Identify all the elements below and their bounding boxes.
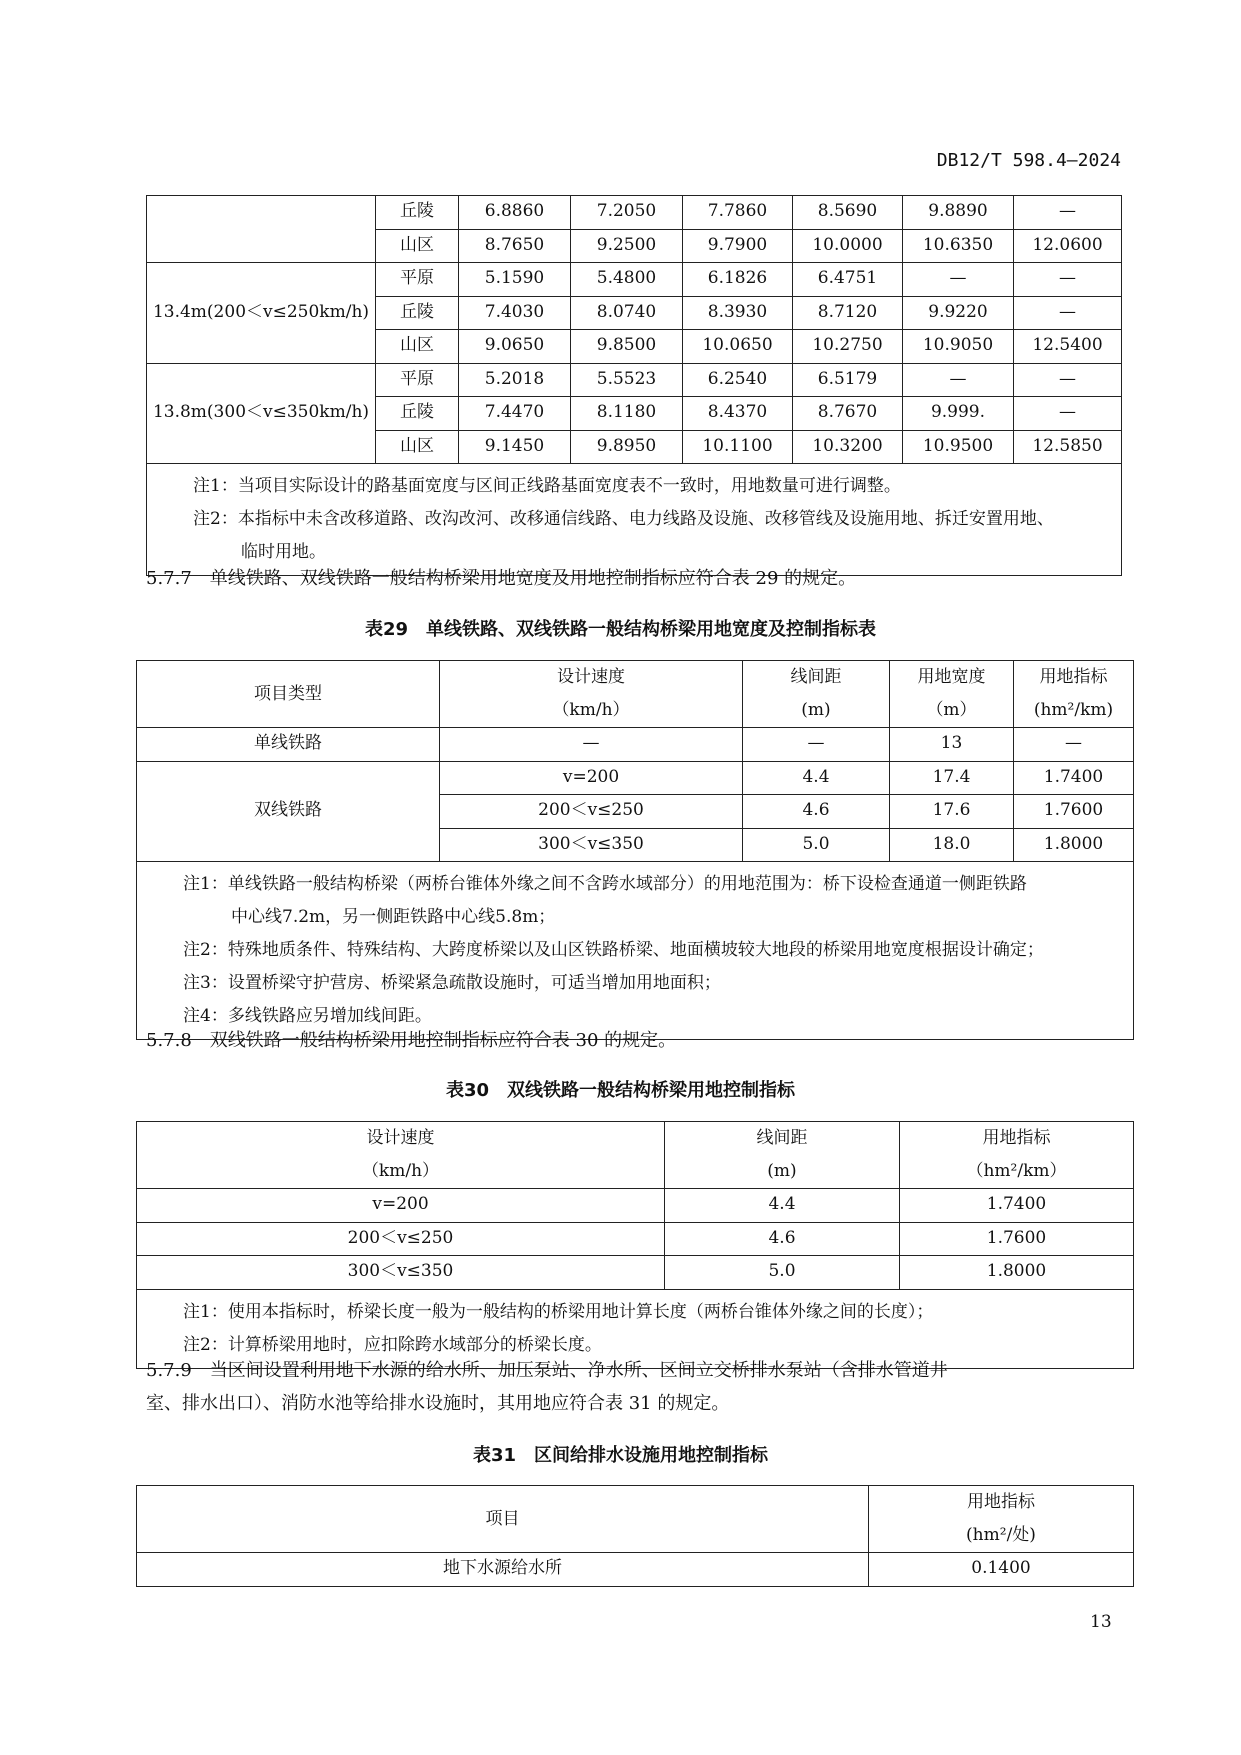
value-cell: 10.0650 — [683, 330, 793, 364]
value-cell: v=200 — [440, 761, 743, 795]
value-cell: 5.4800 — [571, 263, 683, 297]
value-cell: 10.6350 — [903, 229, 1014, 263]
value-cell: 5.2018 — [459, 363, 571, 397]
section-5-7-9-line-2: 室、排水出口）、消防水池等给排水设施时，其用地应符合表 31 的规定。 — [146, 1393, 730, 1414]
header-line: 设计速度 — [557, 667, 625, 687]
value-cell: 8.1180 — [571, 397, 683, 431]
terrain-cell: 山区 — [376, 330, 459, 364]
value-cell: 9.2500 — [571, 229, 683, 263]
terrain-cell: 平原 — [376, 363, 459, 397]
terrain-cell: 平原 — [376, 263, 459, 297]
value-cell: 6.1826 — [683, 263, 793, 297]
table-29 — [136, 660, 1134, 1040]
value-cell: 5.5523 — [571, 363, 683, 397]
value-cell: 8.0740 — [571, 296, 683, 330]
table-notes — [147, 464, 1122, 576]
table-row — [137, 761, 1134, 795]
column-header — [890, 661, 1014, 728]
value-cell: 10.9050 — [903, 330, 1014, 364]
value-cell: 8.7120 — [793, 296, 903, 330]
header-line: （km/h） — [361, 1161, 440, 1181]
table-notes — [137, 862, 1134, 1040]
value-cell: 8.4370 — [683, 397, 793, 431]
note-line: 注4：多线铁路应另增加线间距。 — [183, 1006, 432, 1026]
column-header — [440, 661, 743, 728]
value-cell: — — [1014, 263, 1122, 297]
value-cell: 7.4470 — [459, 397, 571, 431]
value-cell: 6.2540 — [683, 363, 793, 397]
header-line: (hm²/处) — [966, 1525, 1036, 1545]
column-header — [137, 1122, 665, 1189]
column-header — [137, 661, 440, 728]
value-cell: 7.4030 — [459, 296, 571, 330]
value-cell: 8.7670 — [793, 397, 903, 431]
table-row — [147, 464, 1122, 576]
note-line: 注2：特殊地质条件、特殊结构、大跨度桥梁以及山区铁路桥梁、地面横坡较大地段的桥梁用地宽度根据设计确定； — [183, 940, 1044, 960]
value-cell: 9.8890 — [903, 196, 1014, 230]
column-header — [1014, 661, 1134, 728]
section-5-7-9-line-1: 5.7.9 当区间设置利用地下水源的给水所、加压泵站、净水所、区间立交桥排水泵站（含排水管道井 — [146, 1360, 948, 1381]
value-cell: 9.8950 — [571, 430, 683, 464]
value-cell: 4.6 — [665, 1222, 900, 1256]
value-cell: — — [903, 363, 1014, 397]
value-cell: 9.999. — [903, 397, 1014, 431]
value-cell: 5.0 — [743, 828, 890, 862]
value-cell: — — [1014, 296, 1122, 330]
value-cell: 1.7400 — [900, 1189, 1134, 1223]
table-31-title: 表31 区间给排水设施用地控制指标 — [472, 1445, 769, 1466]
value-cell: 10.3200 — [793, 430, 903, 464]
value-cell: 300＜v≤350 — [137, 1256, 665, 1290]
value-cell: 300＜v≤350 — [440, 828, 743, 862]
table-31 — [136, 1485, 1134, 1587]
value-cell: 17.4 — [890, 761, 1014, 795]
value-cell: 5.0 — [665, 1256, 900, 1290]
section-5-7-8: 5.7.8 双线铁路一般结构桥梁用地控制指标应符合表 30 的规定。 — [146, 1030, 677, 1051]
value-cell: — — [1014, 397, 1122, 431]
terrain-cell: 丘陵 — [376, 296, 459, 330]
value-cell: 0.1400 — [869, 1553, 1134, 1587]
project-type-cell: 单线铁路 — [137, 728, 440, 762]
table-row — [147, 363, 1122, 397]
value-cell: 12.5850 — [1014, 430, 1122, 464]
header-line: 设计速度 — [366, 1128, 435, 1148]
note-line: 注1：使用本指标时，桥梁长度一般为一般结构的桥梁用地计算长度（两桥台锥体外缘之间的长度）； — [183, 1301, 934, 1322]
value-cell: 6.5179 — [793, 363, 903, 397]
section-5-7-9 — [146, 1354, 1136, 1420]
table-30 — [136, 1121, 1134, 1369]
header-line: 线间距 — [756, 1128, 808, 1148]
table-29-title: 表29 单线铁路、双线铁路一般结构桥梁用地宽度及控制指标表 — [364, 619, 877, 640]
table-row — [147, 263, 1122, 297]
table-row — [137, 1486, 1134, 1553]
value-cell: 12.0600 — [1014, 229, 1122, 263]
table-row — [147, 196, 1122, 230]
value-cell: 5.1590 — [459, 263, 571, 297]
note-line: 临时用地。 — [241, 542, 326, 562]
value-cell: 10.0000 — [793, 229, 903, 263]
value-cell: 地下水源给水所 — [137, 1553, 869, 1587]
value-cell: 9.1450 — [459, 430, 571, 464]
value-cell: 9.0650 — [459, 330, 571, 364]
value-cell: 10.1100 — [683, 430, 793, 464]
header-line: （km/h） — [552, 700, 630, 720]
column-header — [137, 1486, 869, 1553]
value-cell: — — [1014, 728, 1134, 762]
header-line: 用地指标 — [1039, 667, 1108, 687]
value-cell: 8.3930 — [683, 296, 793, 330]
value-cell: 1.8000 — [1014, 828, 1134, 862]
table-row — [137, 728, 1134, 762]
terrain-cell: 丘陵 — [376, 196, 459, 230]
group-label-cell — [147, 196, 376, 263]
note-line: 注1：单线铁路一般结构桥梁（两桥台锥体外缘之间不含跨水域部分）的用地范围为：桥下设检查通道一侧距铁路 — [183, 874, 1027, 894]
note-line: 注1：当项目实际设计的路基面宽度与区间正线路基面宽度表不一致时，用地数量可进行调整。 — [193, 476, 901, 496]
value-cell: — — [903, 263, 1014, 297]
note-line: 中心线7.2m，另一侧距铁路中心线5.8m； — [231, 907, 556, 927]
terrain-cell: 山区 — [376, 229, 459, 263]
value-cell: 6.4751 — [793, 263, 903, 297]
value-cell: 4.4 — [665, 1189, 900, 1223]
header-line: 项目类型 — [254, 683, 322, 704]
value-cell: — — [1014, 196, 1122, 230]
value-cell: 1.7400 — [1014, 761, 1134, 795]
value-cell: — — [1014, 363, 1122, 397]
header-line: （m） — [926, 700, 977, 720]
header-line: （hm²/km） — [966, 1161, 1067, 1181]
value-cell: 7.7860 — [683, 196, 793, 230]
value-cell: 9.8500 — [571, 330, 683, 364]
table-row — [137, 661, 1134, 728]
table-row — [137, 1222, 1134, 1256]
group-label-cell: 13.4m(200＜v≤250km/h) — [147, 263, 376, 364]
table-row — [137, 1256, 1134, 1290]
value-cell: v=200 — [137, 1189, 665, 1223]
value-cell: 1.8000 — [900, 1256, 1134, 1290]
value-cell: — — [743, 728, 890, 762]
header-line: (m) — [801, 700, 831, 720]
value-cell: 13 — [890, 728, 1014, 762]
value-cell: 200＜v≤250 — [440, 795, 743, 829]
group-label-cell: 13.8m(300＜v≤350km/h) — [147, 363, 376, 464]
column-header — [869, 1486, 1134, 1553]
terrain-cell: 丘陵 — [376, 397, 459, 431]
table-row — [137, 1189, 1134, 1223]
value-cell: 1.7600 — [900, 1222, 1134, 1256]
value-cell: 1.7600 — [1014, 795, 1134, 829]
terrain-cell: 山区 — [376, 430, 459, 464]
value-cell: 12.5400 — [1014, 330, 1122, 364]
value-cell: 4.6 — [743, 795, 890, 829]
header-line: 用地指标 — [982, 1128, 1051, 1148]
table-row — [137, 862, 1134, 1040]
value-cell: 200＜v≤250 — [137, 1222, 665, 1256]
header-line: (m) — [767, 1161, 797, 1181]
column-header — [900, 1122, 1134, 1189]
note-line: 注2：计算桥梁用地时，应扣除跨水域部分的桥梁长度。 — [183, 1334, 602, 1355]
note-line: 注3：设置桥梁守护营房、桥梁紧急疏散设施时，可适当增加用地面积； — [183, 973, 721, 993]
table-30-title: 表30 双线铁路一般结构桥梁用地控制指标 — [445, 1080, 796, 1101]
table-row — [137, 1122, 1134, 1189]
value-cell: 4.4 — [743, 761, 890, 795]
value-cell: 8.7650 — [459, 229, 571, 263]
value-cell: 9.7900 — [683, 229, 793, 263]
value-cell: 10.2750 — [793, 330, 903, 364]
doc-code-header: DB12/T 598.4—2024 — [936, 150, 1121, 171]
value-cell: 7.2050 — [571, 196, 683, 230]
note-line: 注2：本指标中未含改移道路、改沟改河、改移通信线路、电力线路及设施、改移管线及设施用地、拆迁安置用地、 — [193, 509, 1054, 529]
section-5-7-7: 5.7.7 单线铁路、双线铁路一般结构桥梁用地宽度及用地控制指标应符合表 29 的规定。 — [146, 568, 857, 589]
value-cell: 17.6 — [890, 795, 1014, 829]
value-cell: — — [440, 728, 743, 762]
table-28-continued — [146, 195, 1122, 576]
value-cell: 8.5690 — [793, 196, 903, 230]
header-line: 用地指标 — [967, 1492, 1035, 1512]
header-line: 线间距 — [790, 667, 842, 687]
project-type-cell: 双线铁路 — [137, 761, 440, 862]
column-header — [743, 661, 890, 728]
value-cell: 6.8860 — [459, 196, 571, 230]
table-row — [137, 1553, 1134, 1587]
header-line: 项目 — [485, 1508, 520, 1529]
header-line: (hm²/km) — [1033, 700, 1114, 720]
value-cell: 10.9500 — [903, 430, 1014, 464]
column-header — [665, 1122, 900, 1189]
page-number: 13 — [1090, 1612, 1112, 1632]
value-cell: 18.0 — [890, 828, 1014, 862]
value-cell: 9.9220 — [903, 296, 1014, 330]
header-line: 用地宽度 — [917, 667, 986, 687]
